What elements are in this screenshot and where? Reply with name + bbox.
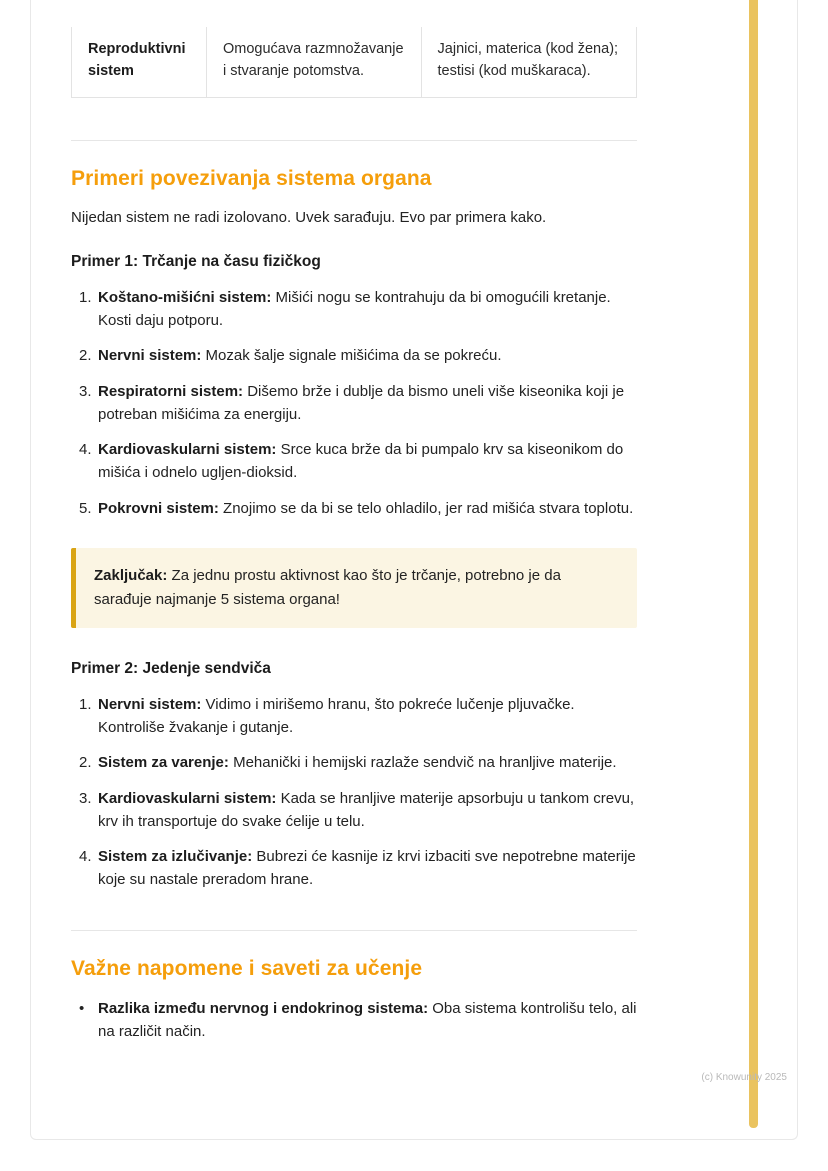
organ-systems-table (71, 27, 637, 98)
list-item (71, 845, 637, 892)
list-item (71, 286, 637, 333)
primer2-list (71, 693, 637, 892)
list-item (71, 344, 637, 367)
item-text: Mehanički i hemijski razlaže sendvič na hranljive materije. (228, 754, 617, 772)
item-number: 3. (79, 382, 92, 400)
item-number: 2. (79, 754, 92, 772)
item-body (98, 693, 637, 740)
document-page (30, 0, 798, 1140)
item-text: Mozak šalje signale mišićima da se pokreću. (201, 347, 502, 365)
table-cell-function: Omogućava razmnožavanje i stvaranje potomstva. (206, 27, 421, 97)
section-heading-napomene: Važne napomene i saveti za učenje (71, 956, 423, 980)
list-item (71, 438, 637, 485)
item-label: Sistem za varenje: (98, 754, 229, 772)
intro-paragraph: Nijedan sistem ne radi izolovano. Uvek sarađuju. Evo par primera kako. (71, 208, 547, 226)
item-label: Koštano-mišićni sistem: (98, 288, 272, 306)
item-number: 2. (79, 347, 92, 365)
page-accent-bar (749, 0, 758, 1128)
item-label: Razlika između nervnog i endokrinog sistema: (98, 999, 429, 1017)
item-body (98, 845, 637, 892)
table-row (72, 27, 637, 97)
item-label: Pokrovni sistem: (98, 499, 219, 517)
item-body (98, 787, 637, 834)
item-body (98, 497, 633, 520)
table-cell-system-name: Reproduktivni sistem (72, 27, 207, 97)
item-text: Znojimo se da bi se telo ohladilo, jer rad mišića stvara toplotu. (218, 499, 634, 517)
item-label: Respiratorni sistem: (98, 382, 244, 400)
list-item (71, 787, 637, 834)
list-item (71, 497, 637, 520)
table-cell-organs: Jajnici, materica (kod žena); testisi (kod muškaraca). (421, 27, 636, 97)
item-number: 1. (79, 695, 92, 713)
item-number: 3. (79, 789, 92, 807)
item-number: 4. (79, 441, 92, 458)
section-divider (71, 930, 637, 931)
item-text: Kada se hranljive materije apsorbuju u tankom crevu, krv ih transportuje do svake ćelije u telu. (98, 789, 635, 830)
list-item (71, 693, 637, 740)
item-text: Oba sistema kontrolišu telo, ali na različit način. (98, 999, 637, 1040)
item-text: Vidimo i mirišemo hranu, što pokreće lučenje pljuvačke. Kontroliše žvakanje i gutanje. (98, 695, 575, 736)
primer2-heading: Primer 2: Jedenje sendviča (71, 659, 271, 677)
item-body (98, 997, 637, 1044)
list-item (71, 751, 637, 774)
conclusion-callout (71, 548, 637, 628)
primer1-list (71, 286, 637, 520)
list-item (71, 997, 637, 1044)
item-body (98, 438, 637, 485)
bullet-icon: • (79, 999, 85, 1017)
item-label: Kardiovaskularni sistem: (98, 441, 277, 458)
section-divider (71, 140, 637, 141)
item-text: Srce kuca brže da bi pumpalo krv sa kiseonikom do mišića i odnelo ugljen-dioksid. (98, 441, 624, 482)
item-number: 4. (79, 848, 92, 865)
primer1-heading: Primer 1: Trčanje na času fizičkog (71, 252, 321, 270)
item-label: Nervni sistem: (98, 695, 202, 713)
item-text: Mišići nogu se kontrahuju da bi omogućili kretanje. Kosti daju potporu. (98, 288, 611, 329)
item-body (98, 286, 637, 333)
callout-text: Za jednu prostu aktivnost kao što je trčanje, potrebno je da sarađuje najmanje 5 sistema organa! (94, 566, 561, 608)
napomene-list (71, 997, 637, 1044)
item-body (98, 380, 637, 427)
item-label: Sistem za izlučivanje: (98, 848, 253, 865)
item-body (98, 344, 502, 367)
list-item (71, 380, 637, 427)
item-label: Nervni sistem: (98, 347, 202, 365)
item-number: 5. (79, 499, 92, 517)
document-content (71, 0, 637, 1055)
item-label: Kardiovaskularni sistem: (98, 789, 277, 807)
copyright-watermark: (c) Knowunity 2025 (701, 1072, 787, 1083)
section-heading-primeri: Primeri povezivanja sistema organa (71, 166, 432, 190)
item-number: 1. (79, 288, 92, 306)
item-body (98, 751, 617, 774)
item-text: Dišemo brže i dublje da bismo uneli više kiseonika koji je potreban mišićima za energiju. (98, 382, 625, 423)
callout-label: Zaključak: (94, 566, 168, 584)
item-text: Bubrezi će kasnije iz krvi izbaciti sve nepotrebne materije koje su nastale preradom hrane. (98, 848, 636, 889)
